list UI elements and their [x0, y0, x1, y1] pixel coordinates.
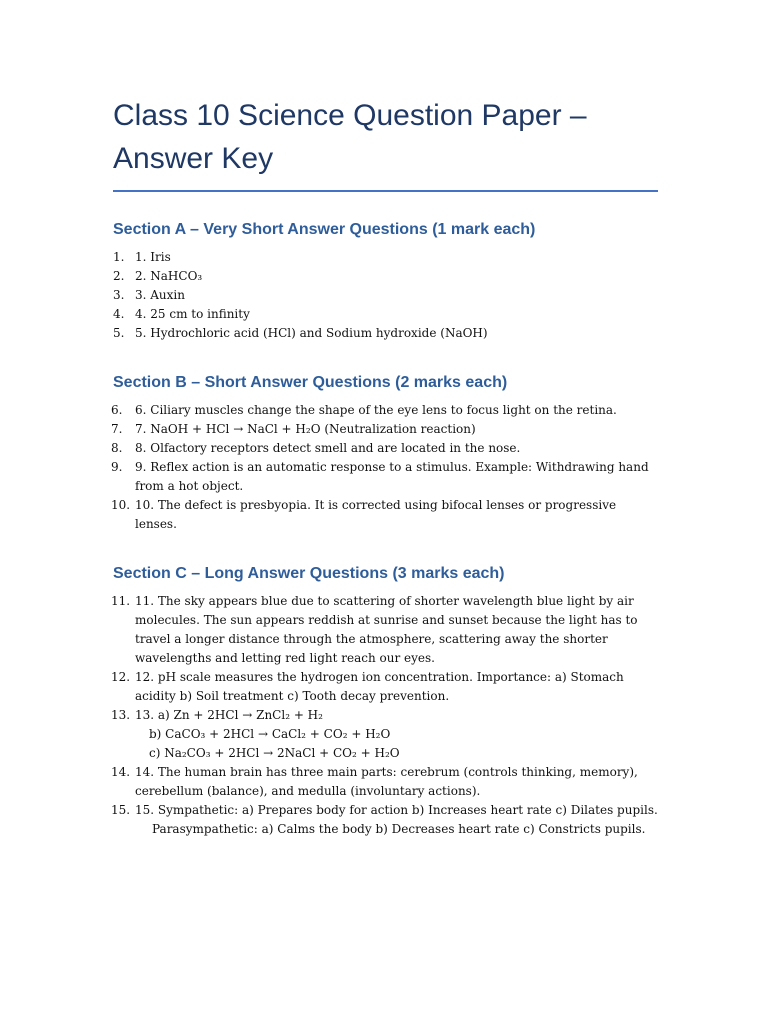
answer-text: 9. Reflex action is an automatic response to a stimulus. Example: Withdrawing hand from a hot object.: [135, 460, 649, 493]
item-number: 12.: [111, 670, 131, 684]
list-item: [113, 592, 658, 668]
list-item: [113, 420, 658, 439]
answer-text: 14. The human brain has three main parts: cerebrum (controls thinking, memory), cerebellum (balance), and medulla (involuntary actions).: [135, 765, 638, 798]
section-c-heading: Section C – Long Answer Questions (3 marks each): [113, 565, 505, 582]
item-number: 8.: [111, 441, 123, 455]
answer-text: 6. Ciliary muscles change the shape of the eye lens to focus light on the retina.: [135, 403, 617, 417]
section-a-heading: Section A – Very Short Answer Questions (1 mark each): [113, 221, 536, 238]
section-a-list: [113, 248, 658, 343]
answer-key-page: [113, 94, 658, 839]
item-number: 9.: [111, 460, 123, 474]
item-number: 11.: [111, 594, 131, 608]
item-number: 7.: [111, 422, 123, 436]
section-b-heading: Section B – Short Answer Questions (2 marks each): [113, 374, 508, 391]
equation-line: c) Na₂CO₃ + 2HCl → 2NaCl + CO₂ + H₂O: [149, 746, 400, 760]
answer-text: 8. Olfactory receptors detect smell and are located in the nose.: [135, 441, 521, 455]
page-title: Class 10 Science Question Paper – Answer Key: [113, 94, 658, 192]
item-number: 13.: [111, 708, 131, 722]
item-number: 10.: [111, 498, 131, 512]
answer-text: 2. NaHCO₃: [135, 269, 203, 283]
equation-line: 13. a) Zn + 2HCl → ZnCl₂ + H₂: [135, 708, 323, 722]
answer-text: 11. The sky appears blue due to scattering of shorter wavelength blue light by air molecules. The sun appears reddish at sunrise and sunset because the light has to travel a longer distance through the atmosphere, scattering away the shorter wavelengths and letting red light reach our eyes.: [135, 594, 638, 665]
list-item: [113, 286, 658, 305]
item-number: 1.: [113, 250, 125, 264]
list-item: [113, 458, 658, 496]
item-number: 14.: [111, 765, 131, 779]
list-item: [113, 668, 658, 706]
answer-text: 7. NaOH + HCl → NaCl + H₂O (Neutralization reaction): [135, 422, 476, 436]
answer-text: 4. 25 cm to infinity: [135, 307, 250, 321]
answer-line: 15. Sympathetic: a) Prepares body for action b) Increases heart rate c) Dilates pupils.: [135, 803, 658, 817]
list-item: [113, 706, 658, 763]
item-number: 15.: [111, 803, 131, 817]
list-item: [113, 248, 658, 267]
item-number: 3.: [113, 288, 125, 302]
answer-text: 1. Iris: [135, 250, 171, 264]
list-item: [113, 324, 658, 343]
list-item: [113, 763, 658, 801]
section-b-list: [113, 401, 658, 534]
item-number: 2.: [113, 269, 125, 283]
item-number: 5.: [113, 326, 125, 340]
answer-line: Parasympathetic: a) Calms the body b) Decreases heart rate c) Constricts pupils.: [152, 822, 646, 836]
section-c-list: [113, 592, 658, 839]
answer-text: 10. The defect is presbyopia. It is corrected using bifocal lenses or progressive lenses.: [135, 498, 617, 531]
list-item: [113, 401, 658, 420]
list-item: [113, 439, 658, 458]
list-item: [113, 801, 658, 839]
answer-text: 5. Hydrochloric acid (HCl) and Sodium hydroxide (NaOH): [135, 326, 488, 340]
item-number: 4.: [113, 307, 125, 321]
answer-text: 12. pH scale measures the hydrogen ion concentration. Importance: a) Stomach acidity b) Soil treatment c) Tooth decay prevention.: [135, 670, 624, 703]
list-item: [113, 267, 658, 286]
answer-text: 3. Auxin: [135, 288, 185, 302]
list-item: [113, 496, 658, 534]
item-number: 6.: [111, 403, 123, 417]
list-item: [113, 305, 658, 324]
equation-line: b) CaCO₃ + 2HCl → CaCl₂ + CO₂ + H₂O: [149, 727, 391, 741]
